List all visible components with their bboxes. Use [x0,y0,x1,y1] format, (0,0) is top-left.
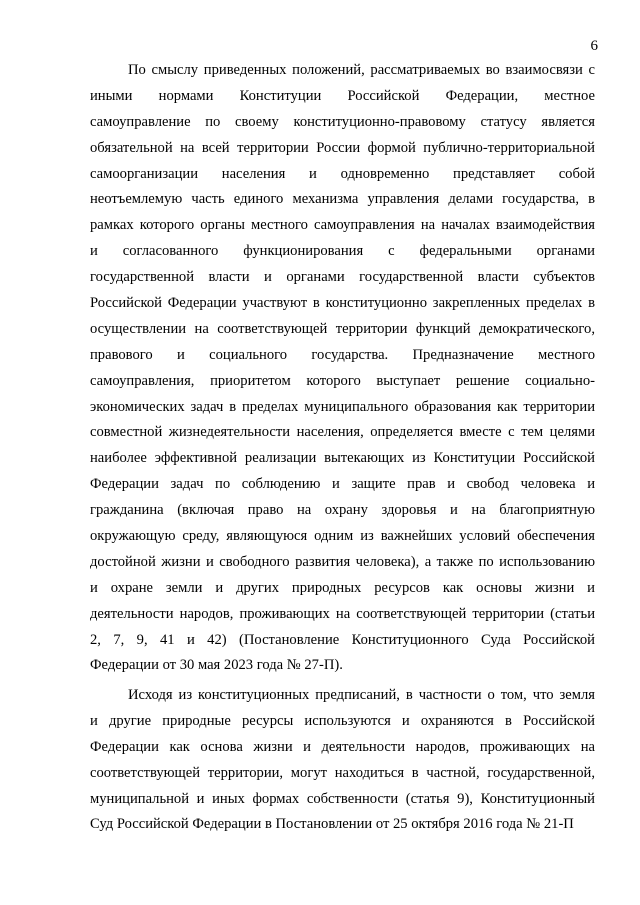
text-line: Российской Федерации участвуют в конституционно закрепленных пределах в [90,295,595,312]
text-line: Федерации как основа жизни и деятельности народов, проживающих на [90,738,595,755]
text-line: осуществлении на соответствующей территории функций демократического, [90,320,595,337]
text-line: соответствующей территории, могут находиться в частной, государственной, [90,764,595,781]
text-line: совместной жизнедеятельности населения, определяется вместе с тем целями [90,424,595,441]
text-line: неотъемлемую часть единого механизма управления делами государства, в [90,191,595,208]
text-line: рамках которого органы местного самоуправления на началах взаимодействия [90,217,595,234]
text-line: окружающую среду, являющуюся одним из важнейших условий обеспечения [90,528,595,545]
text-line: муниципальной и иных формах собственности (статья 9), Конституционный [90,790,595,807]
text-line: обязательной на всей территории России формой публично-территориальной [90,139,595,156]
text-line: правового и социального государства. Предназначение местного [90,346,595,363]
text-line: гражданина (включая право на охрану здоровья и на благоприятную [90,502,595,519]
text-line: Исходя из конституционных предписаний, в частности о том, что земля [128,687,595,703]
text-line: самоорганизации населения и одновременно представляет собой [90,165,595,182]
text-line: наиболее эффективной реализации вытекающих из Конституции Российской [90,450,595,467]
text-line: государственной власти и органами государственной власти субъектов [90,269,595,286]
page-number: 6 [590,38,598,54]
text-line: иными нормами Конституции Российской Федерации, местное [90,87,595,104]
text-line: самоуправления, приоритетом которого выступает решение социально- [90,372,595,389]
text-line: и охране земли и других природных ресурсов как основы жизни и [90,579,595,596]
text-line: Суд Российской Федерации в Постановлении от 25 октября 2016 года № 21-П [90,816,574,833]
text-line: и другие природные ресурсы используются и охраняются в Российской [90,712,595,729]
text-line: самоуправление по своему конституционно-правовому статусу является [90,113,595,130]
text-line: достойной жизни и свободного развития человека), а также по использованию [90,553,595,570]
text-line: и согласованного функционирования с федеральными органами [90,243,595,260]
text-line: Федерации от 30 мая 2023 года № 27-П). [90,657,343,674]
text-line: По смыслу приведенных положений, рассматриваемых во взаимосвязи с [128,62,595,78]
paragraph-2 [90,683,595,838]
text-line: Федерации задач по соблюдению и защите прав и свобод человека и [90,476,595,493]
text-line: 2, 7, 9, 41 и 42) (Постановление Конституционного Суда Российской [90,631,595,648]
text-line: экономических задач в пределах муниципального образования как территории [90,398,595,415]
text-line: деятельности народов, проживающих на соответствующей территории (статьи [90,605,595,622]
paragraph-1 [90,58,595,679]
